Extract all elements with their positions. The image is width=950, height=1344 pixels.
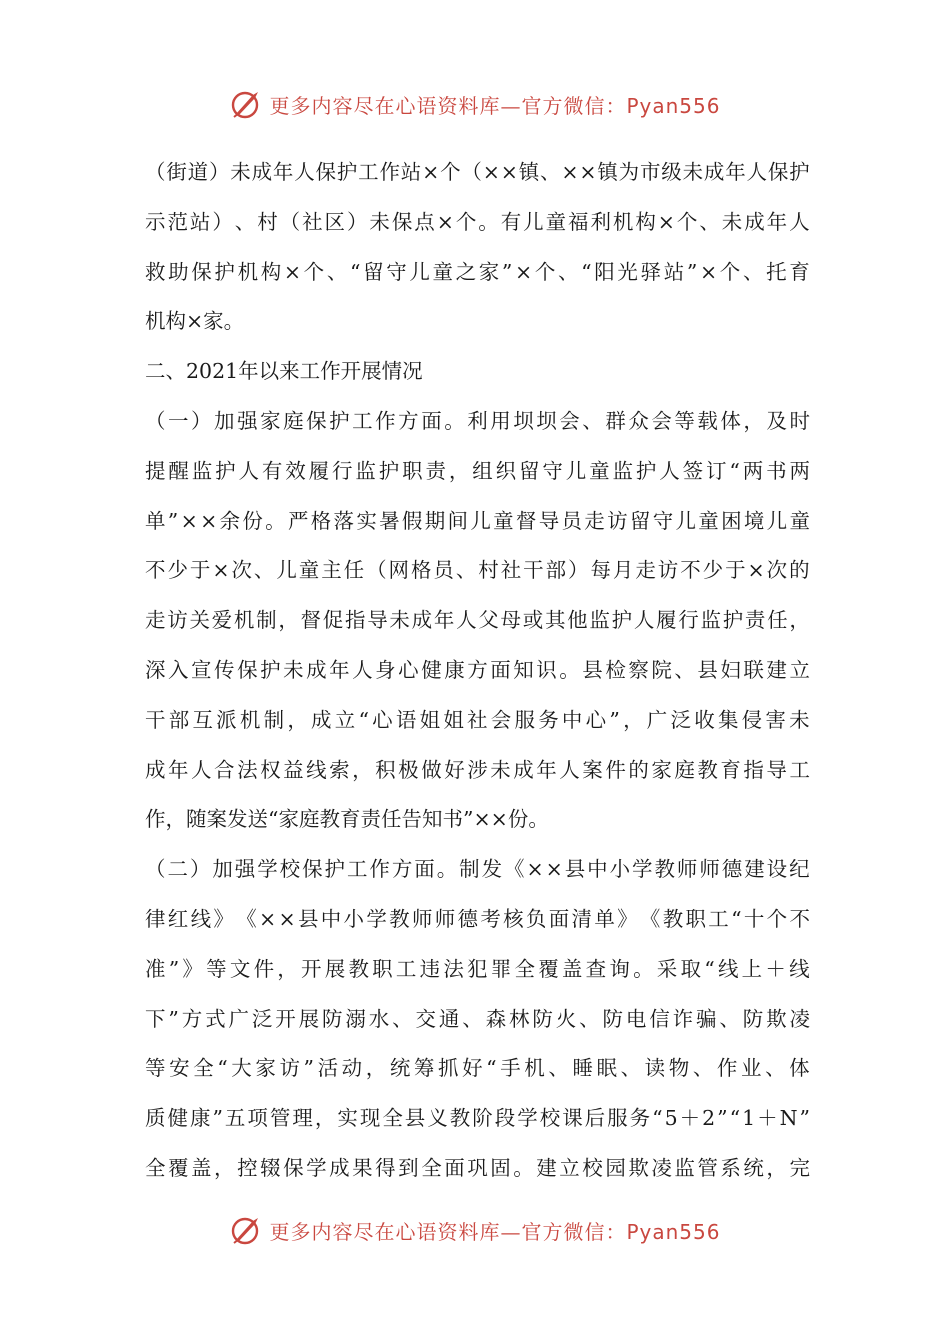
watermark-wechat-text: 官方微信：Pyan556 — [521, 93, 721, 118]
text-line: （ 一 ） 加 强 家 庭 保 护 工 作 方 面 。 利 用 坝 坝 会 、 群 众 会 等 载 体 ， 及 时 — [145, 408, 810, 433]
text-line: 质 健 康 ” 五 项 管 理 ， 实 现 全 县 义 教 阶 段 学 校 课 后 服 务 “ 5 ＋ 2 ” “ 1 ＋ N ” — [145, 1106, 810, 1131]
watermark-banner-top — [0, 84, 950, 124]
quill-logo-icon — [229, 87, 263, 121]
text-line: 全 覆 盖 ， 控 辍 保 学 成 果 得 到 全 面 巩 固 。 建 立 校 园 欺 凌 监 管 系 统 ， 完 — [145, 1155, 810, 1180]
text-line: 准 ” 》 等 文 件 ， 开 展 教 职 工 违 法 犯 罪 全 覆 盖 查 询 。 采 取 “ 线 上 ＋ 线 — [145, 956, 810, 981]
text-line: 单 ” × × 余 份 。 严 格 落 实 暑 假 期 间 儿 童 督 导 员 走 访 留 守 儿 童 困 境 儿 童 — [145, 508, 810, 533]
text-line: 作，随案发送“家庭教育责任告知书”××份。 — [145, 807, 549, 832]
quill-logo-icon — [229, 1213, 263, 1247]
text-line: 律 红 线 》 《 × × 县 中 小 学 教 师 师 德 考 核 负 面 清 单 》 《 教 职 工 “ 十 个 不 — [145, 906, 810, 931]
watermark-text — [269, 1216, 720, 1245]
text-line: 走 访 关 爱 机 制 ， 督 促 指 导 未 成 年 人 父 母 或 其 他 监 护 人 履 行 监 护 责 任 ， — [145, 608, 810, 633]
watermark-wechat-text: 官方微信：Pyan556 — [521, 1219, 721, 1244]
watermark-site-text: 更多内容尽在心语资料库 — [269, 1219, 501, 1244]
watermark-separator: — — [500, 93, 522, 118]
document-body — [145, 148, 810, 1194]
text-line: 提 醒 监 护 人 有 效 履 行 监 护 职 责 ， 组 织 留 守 儿 童 监 护 人 签 订 “ 两 书 两 — [145, 458, 810, 483]
text-line: 成 年 人 合 法 权 益 线 索 ， 积 极 做 好 涉 未 成 年 人 案 件 的 家 庭 教 育 指 导 工 — [145, 757, 810, 782]
text-line: 深 入 宣 传 保 护 未 成 年 人 身 心 健 康 方 面 知 识 。 县 检 察 院 、 县 妇 联 建 立 — [145, 657, 810, 682]
text-line: 下 ” 方 式 广 泛 开 展 防 溺 水 、 交 通 、 森 林 防 火 、 防 电 信 诈 骗 、 防 欺 凌 — [145, 1006, 810, 1031]
text-line: 救 助 保 护 机 构 × 个 、 “ 留 守 儿 童 之 家 ” × 个 、 “ 阳 光 驿 站 ” × 个 、 托 育 — [145, 259, 810, 284]
text-line: 等 安 全 “ 大 家 访 ” 活 动 ， 统 筹 抓 好 “ 手 机 、 睡 眠 、 读 物 、 作 业 、 体 — [145, 1056, 810, 1081]
watermark-separator: — — [500, 1219, 522, 1244]
text-line: 机构×家。 — [145, 309, 245, 334]
watermark-site-text: 更多内容尽在心语资料库 — [269, 93, 501, 118]
watermark-banner-bottom — [0, 1210, 950, 1250]
text-line: 干 部 互 派 机 制 ， 成 立 “ 心 语 姐 姐 社 会 服 务 中 心 ” ， 广 泛 收 集 侵 害 未 — [145, 707, 810, 732]
text-line: 不 少 于 × 次 、 儿 童 主 任 （ 网 格 员 、 村 社 干 部 ） 每 月 走 访 不 少 于 × 次 的 — [145, 558, 810, 583]
text-line: （ 街 道 ） 未 成 年 人 保 护 工 作 站 × 个 （ × × 镇 、 × × 镇 为 市 级 未 成 年 人 保 护 — [145, 160, 810, 184]
section-heading: 二、2021年以来工作开展情况 — [145, 359, 423, 384]
text-line: （ 二 ） 加 强 学 校 保 护 工 作 方 面 。 制 发 《 × × 县 中 小 学 教 师 师 德 建 设 纪 — [145, 857, 810, 882]
text-line: 示 范 站 ） 、 村 （ 社 区 ） 未 保 点 × 个 。 有 儿 童 福 利 机 构 × 个 、 未 成 年 人 — [145, 209, 810, 234]
watermark-text — [269, 90, 720, 119]
